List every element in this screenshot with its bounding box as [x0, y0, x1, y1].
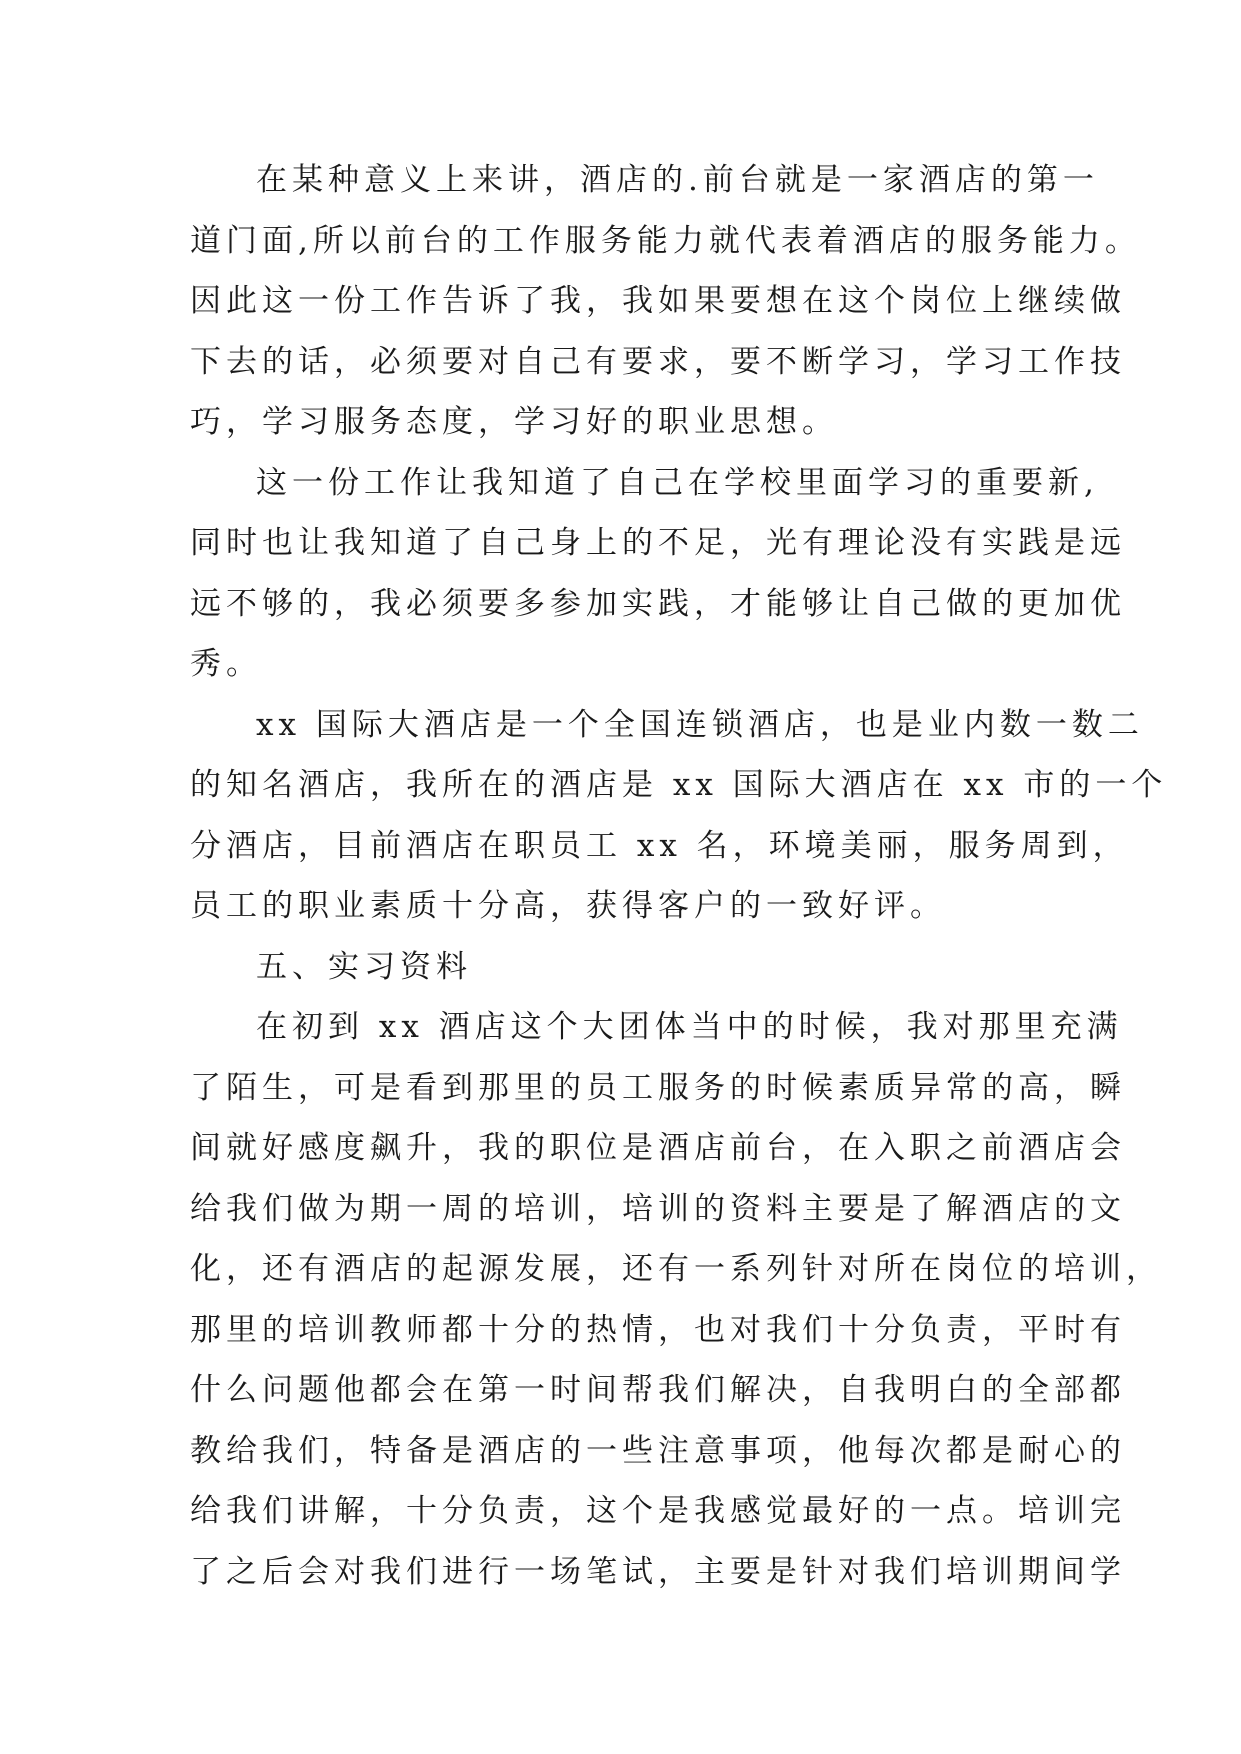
text-line: 同时也让我知道了自己身上的不足，光有理论没有实践是远 — [190, 525, 1126, 561]
text-line: 了陌生，可是看到那里的员工服务的时候素质异常的高，瞬 — [190, 1069, 1126, 1106]
text-line: 教给我们，特备是酒店的一些注意事项，他每次都是耐心的 — [190, 1432, 1126, 1469]
text-line: 了之后会对我们进行一场笔试，主要是针对我们培训期间学 — [190, 1553, 1126, 1590]
text-line: xx 国际大酒店是一个全国连锁酒店，也是业内数一数二 — [256, 706, 1144, 743]
text-line: 的知名酒店，我所在的酒店是 xx 国际大酒店在 xx 市的一个 — [190, 767, 1168, 803]
text-line: 化，还有酒店的起源发展，还有一系列针对所在岗位的培训， — [190, 1251, 1162, 1287]
text-line: 给我们讲解，十分负责，这个是我感觉最好的一点。培训完 — [190, 1493, 1126, 1529]
text-line: 因此这一份工作告诉了我，我如果要想在这个岗位上继续做 — [190, 283, 1126, 319]
text-line: 远不够的，我必须要多参加实践，才能够让自己做的更加优 — [190, 585, 1126, 622]
text-line: 在某种意义上来讲，酒店的.前台就是一家酒店的第一 — [256, 162, 1099, 198]
text-line: 秀。 — [190, 646, 262, 682]
text-line: 五、实习资料 — [256, 948, 472, 985]
text-line: 什么问题他都会在第一时间帮我们解决，自我明白的全部都 — [190, 1372, 1126, 1408]
text-line: 给我们做为期一周的培训，培训的资料主要是了解酒店的文 — [190, 1190, 1126, 1227]
document-body — [190, 150, 1168, 1602]
text-line: 间就好感度飙升，我的职位是酒店前台，在入职之前酒店会 — [190, 1130, 1126, 1166]
text-line: 分酒店，目前酒店在职员工 xx 名，环境美丽，服务周到， — [190, 827, 1129, 864]
text-line: 员工的职业素质十分高，获得客户的一致好评。 — [190, 888, 946, 924]
text-line: 下去的话，必须要对自己有要求，要不断学习，学习工作技 — [190, 343, 1126, 380]
text-line: 这一份工作让我知道了自己在学校里面学习的重要新, — [256, 464, 1099, 501]
text-line: 在初到 xx 酒店这个大团体当中的时候，我对那里充满 — [256, 1009, 1123, 1045]
text-line: 那里的培训教师都十分的热情，也对我们十分负责，平时有 — [190, 1311, 1126, 1348]
text-line: 道门面,所以前台的工作服务能力就代表着酒店的服务能力。 — [190, 222, 1141, 259]
text-line: 巧，学习服务态度，学习好的职业思想。 — [190, 404, 838, 440]
